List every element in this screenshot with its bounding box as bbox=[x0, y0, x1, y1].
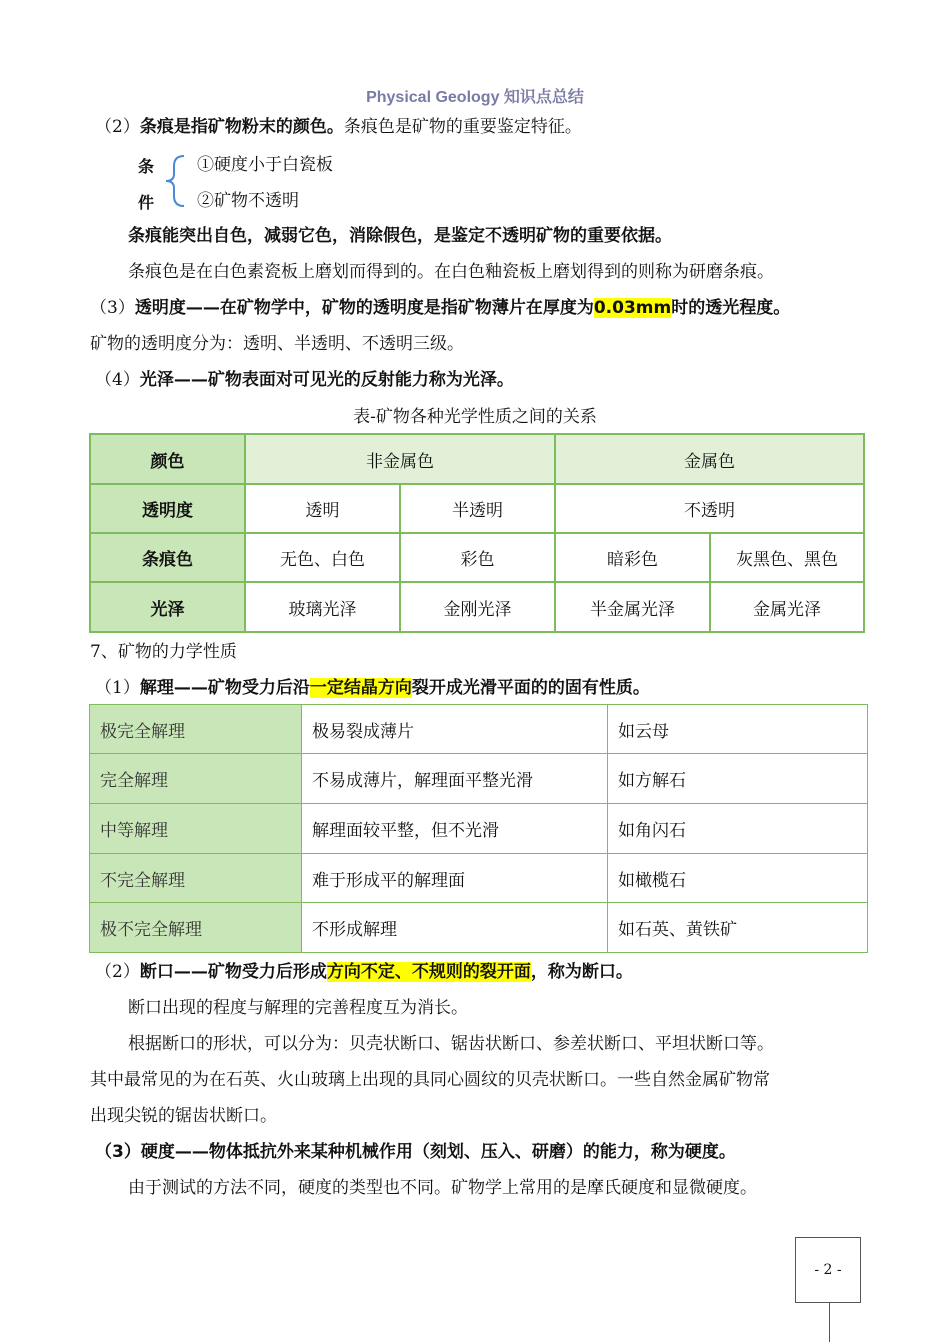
fracture-paragraph-2-end: 出现尖锐的锯齿状断口。 bbox=[90, 1106, 277, 1126]
table-cell: 透明 bbox=[245, 484, 400, 533]
hardness-heading bbox=[95, 1139, 736, 1165]
cleavage-description: 不易成薄片，解理面平整光滑 bbox=[302, 754, 608, 804]
cleavage-definition: 解理——矿物受力后沿 bbox=[139, 678, 310, 698]
section-number: （2） bbox=[95, 117, 140, 137]
cleavage-description: 极易裂成薄片 bbox=[302, 705, 608, 754]
transparency-levels: 矿物的透明度分为：透明、半透明、不透明三级。 bbox=[90, 334, 464, 354]
table-cell: 半透明 bbox=[400, 484, 555, 533]
table-cell: 金刚光泽 bbox=[400, 582, 555, 632]
cleavage-example: 如橄榄石 bbox=[608, 854, 868, 903]
cleavage-description: 不形成解理 bbox=[302, 903, 608, 953]
cleavage-example: 如石英、黄铁矿 bbox=[608, 903, 868, 953]
table-cell: 暗彩色 bbox=[555, 533, 710, 582]
transparency-definition: 透明度——在矿物学中，矿物的透明度是指矿物薄片在厚度为 bbox=[134, 298, 594, 318]
cleavage-highlight: 一定结晶方向 bbox=[309, 678, 412, 698]
streak-heading bbox=[95, 114, 582, 140]
section-number: （2） bbox=[95, 962, 140, 982]
fracture-highlight: 方向不定、不规则的裂开面 bbox=[326, 962, 531, 982]
condition-item-2: ②矿物不透明 bbox=[197, 191, 299, 211]
optical-properties-table bbox=[89, 433, 865, 633]
section-number: （1） bbox=[95, 678, 140, 698]
fracture-definition-end: ，称为断口。 bbox=[530, 962, 633, 982]
cleavage-example: 如方解石 bbox=[608, 754, 868, 804]
table-cell: 金属光泽 bbox=[710, 582, 864, 632]
cleavage-grade: 中等解理 bbox=[90, 804, 302, 854]
cleavage-table bbox=[89, 704, 868, 953]
brace-icon bbox=[160, 152, 190, 210]
metal-color-header: 金属色 bbox=[555, 434, 864, 484]
table-cell: 不透明 bbox=[555, 484, 864, 533]
cleavage-definition-end: 裂开成光滑平面的的固有性质。 bbox=[411, 678, 650, 698]
streak-definition: 条痕是指矿物粉末的颜色。 bbox=[139, 117, 344, 137]
row-header-transparency: 透明度 bbox=[90, 484, 245, 533]
row-header-streak: 条痕色 bbox=[90, 533, 245, 582]
table-cell: 半金属光泽 bbox=[555, 582, 710, 632]
fracture-heading bbox=[95, 959, 633, 985]
page-header: Physical Geology 知识点总结 bbox=[366, 89, 584, 106]
section-number: （4） bbox=[95, 370, 140, 390]
fracture-paragraph-1: 断口出现的程度与解理的完善程度互为消长。 bbox=[128, 998, 468, 1018]
nonmetal-color-header: 非金属色 bbox=[245, 434, 555, 484]
table-cell: 灰黑色、黑色 bbox=[710, 533, 864, 582]
section-number: （3） bbox=[90, 298, 135, 318]
table-row bbox=[90, 903, 868, 953]
condition-label-top: 条 bbox=[138, 157, 155, 176]
table-cell: 无色、白色 bbox=[245, 533, 400, 582]
streak-paragraph: 条痕色是在白色素瓷板上磨划而得到的。在白色釉瓷板上磨划得到的则称为研磨条痕。 bbox=[128, 262, 774, 282]
section-number: （3） bbox=[95, 1142, 141, 1162]
fracture-definition: 断口——矿物受力后形成 bbox=[139, 962, 327, 982]
luster-definition: 光泽——矿物表面对可见光的反射能力称为光泽。 bbox=[139, 370, 514, 390]
row-header-luster: 光泽 bbox=[90, 582, 245, 632]
streak-importance: 条痕能突出自色，减弱它色，消除假色，是鉴定不透明矿物的重要依据。 bbox=[128, 226, 672, 246]
streak-note: 条痕色是矿物的重要鉴定特征。 bbox=[343, 117, 582, 137]
table-row bbox=[90, 754, 868, 804]
mechanical-properties-title: 7、矿物的力学性质 bbox=[90, 642, 237, 662]
condition-label-bottom: 件 bbox=[138, 193, 155, 212]
luster-heading bbox=[95, 367, 514, 393]
table-cell: 玻璃光泽 bbox=[245, 582, 400, 632]
page-number-rule bbox=[829, 1302, 830, 1342]
table-row bbox=[90, 484, 864, 533]
hardness-paragraph: 由于测试的方法不同，硬度的类型也不同。矿物学上常用的是摩氏硬度和显微硬度。 bbox=[128, 1178, 757, 1198]
cleavage-grade: 不完全解理 bbox=[90, 854, 302, 903]
transparency-definition-end: 时的透光程度。 bbox=[671, 298, 791, 318]
cleavage-example: 如角闪石 bbox=[608, 804, 868, 854]
condition-item-1: ①硬度小于白瓷板 bbox=[197, 155, 333, 175]
cleavage-grade: 极完全解理 bbox=[90, 705, 302, 754]
page-number: - 2 - bbox=[795, 1237, 861, 1303]
cleavage-heading bbox=[95, 675, 650, 701]
cleavage-grade: 极不完全解理 bbox=[90, 903, 302, 953]
transparency-heading bbox=[90, 295, 790, 321]
row-header-color: 颜色 bbox=[90, 434, 245, 484]
cleavage-grade: 完全解理 bbox=[90, 754, 302, 804]
table-row bbox=[90, 705, 868, 754]
cleavage-example: 如云母 bbox=[608, 705, 868, 754]
table-cell: 彩色 bbox=[400, 533, 555, 582]
table-row bbox=[90, 434, 864, 484]
fracture-paragraph-2-cont: 其中最常见的为在石英、火山玻璃上出现的具同心圆纹的贝壳状断口。一些自然金属矿物常 bbox=[90, 1070, 770, 1090]
hardness-definition: 硬度——物体抵抗外来某种机械作用（刻划、压入、研磨）的能力，称为硬度。 bbox=[140, 1142, 736, 1162]
table-row bbox=[90, 854, 868, 903]
cleavage-description: 难于形成平的解理面 bbox=[302, 854, 608, 903]
fracture-paragraph-2: 根据断口的形状，可以分为：贝壳状断口、锯齿状断口、参差状断口、平坦状断口等。 bbox=[128, 1034, 774, 1054]
table-row bbox=[90, 804, 868, 854]
cleavage-description: 解理面较平整，但不光滑 bbox=[302, 804, 608, 854]
thickness-highlight: 0.03mm bbox=[593, 298, 672, 318]
table-row bbox=[90, 582, 864, 632]
table-row bbox=[90, 533, 864, 582]
table-caption: 表-矿物各种光学性质之间的关系 bbox=[353, 407, 597, 427]
